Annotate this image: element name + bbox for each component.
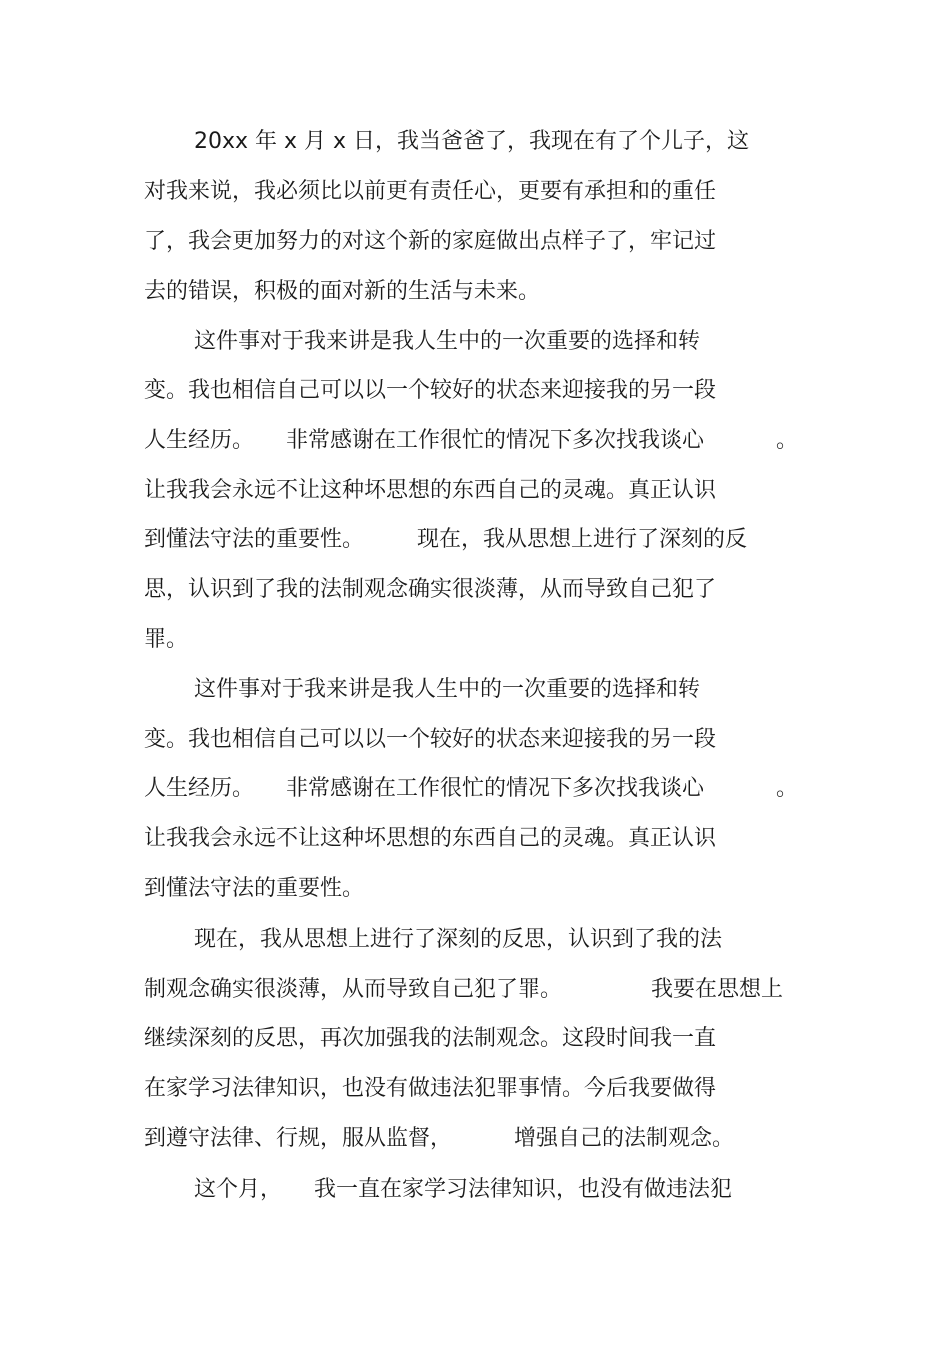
text-segment: 变。我也相信自己可以以一个较好的状态来迎接我的另一段	[144, 727, 717, 752]
text-segment: 思，认识到了我的法制观念确实很淡薄，从而导致自己犯了	[144, 577, 717, 602]
text-line	[0, 524, 950, 556]
text-segment: 这件事对于我来讲是我人生中的一次重要的选择和转	[194, 677, 701, 702]
text-segment: 这件事对于我来讲是我人生中的一次重要的选择和转	[194, 329, 701, 354]
text-segment: 人生经历。	[144, 776, 255, 801]
text-segment: 让我我会永远不让这种坏思想的东西自己的灵魂。真正认识	[144, 826, 717, 851]
text-line	[0, 1073, 950, 1105]
text-segment: 我一直在家学习法律知识，也没有做违法犯	[314, 1177, 733, 1202]
text-line	[0, 176, 950, 208]
text-line	[0, 425, 950, 457]
text-segment: 在家学习法律知识，也没有做违法犯罪事情。今后我要做得	[144, 1076, 717, 1101]
text-segment: 。	[776, 428, 799, 453]
text-segment: 我要在思想上	[651, 977, 784, 1002]
text-segment: 非常感谢在工作很忙的情况下多次找我谈心	[286, 776, 705, 801]
text-line	[0, 674, 950, 706]
text-line	[0, 624, 950, 656]
text-segment: 对我来说，我必须比以前更有责任心，更要有承担和的重任	[144, 179, 717, 204]
text-segment: 增强自己的法制观念。	[514, 1126, 735, 1151]
text-line	[0, 873, 950, 905]
text-line	[0, 974, 950, 1006]
text-line	[0, 475, 950, 507]
text-segment: 去的错误，积极的面对新的生活与未来。	[144, 279, 541, 304]
text-segment: 罪。	[144, 627, 189, 652]
text-segment: 制观念确实很淡薄，从而导致自己犯了罪。	[144, 977, 563, 1002]
text-line	[0, 574, 950, 606]
text-segment: 到遵守法律、行规，服从监督，	[144, 1126, 453, 1151]
text-segment: 20xx 年 x 月 x 日，我当爸爸了，我现在有了个儿子，这	[194, 129, 750, 154]
text-line	[0, 375, 950, 407]
text-line	[0, 226, 950, 258]
text-line	[0, 924, 950, 956]
text-segment: 了，我会更加努力的对这个新的家庭做出点样子了，牢记过	[144, 229, 717, 254]
text-segment: 到懂法守法的重要性。	[144, 527, 365, 552]
text-line	[0, 126, 950, 158]
text-segment: 到懂法守法的重要性。	[144, 876, 365, 901]
text-line	[0, 276, 950, 308]
text-line	[0, 326, 950, 358]
text-segment: 非常感谢在工作很忙的情况下多次找我谈心	[286, 428, 705, 453]
text-segment: 人生经历。	[144, 428, 255, 453]
text-segment: 现在，我从思想上进行了深刻的反思，认识到了我的法	[194, 927, 723, 952]
text-line	[0, 773, 950, 805]
text-segment: 变。我也相信自己可以以一个较好的状态来迎接我的另一段	[144, 378, 717, 403]
text-segment: 继续深刻的反思，再次加强我的法制观念。这段时间我一直	[144, 1026, 717, 1051]
text-segment: 让我我会永远不让这种坏思想的东西自己的灵魂。真正认识	[144, 478, 717, 503]
text-segment: 现在，我从思想上进行了深刻的反	[417, 527, 748, 552]
text-line	[0, 1174, 950, 1206]
text-line	[0, 724, 950, 756]
text-segment: 。	[776, 776, 799, 801]
text-line	[0, 823, 950, 855]
text-segment: 这个月，	[194, 1177, 283, 1202]
text-line	[0, 1123, 950, 1155]
text-line	[0, 1023, 950, 1055]
